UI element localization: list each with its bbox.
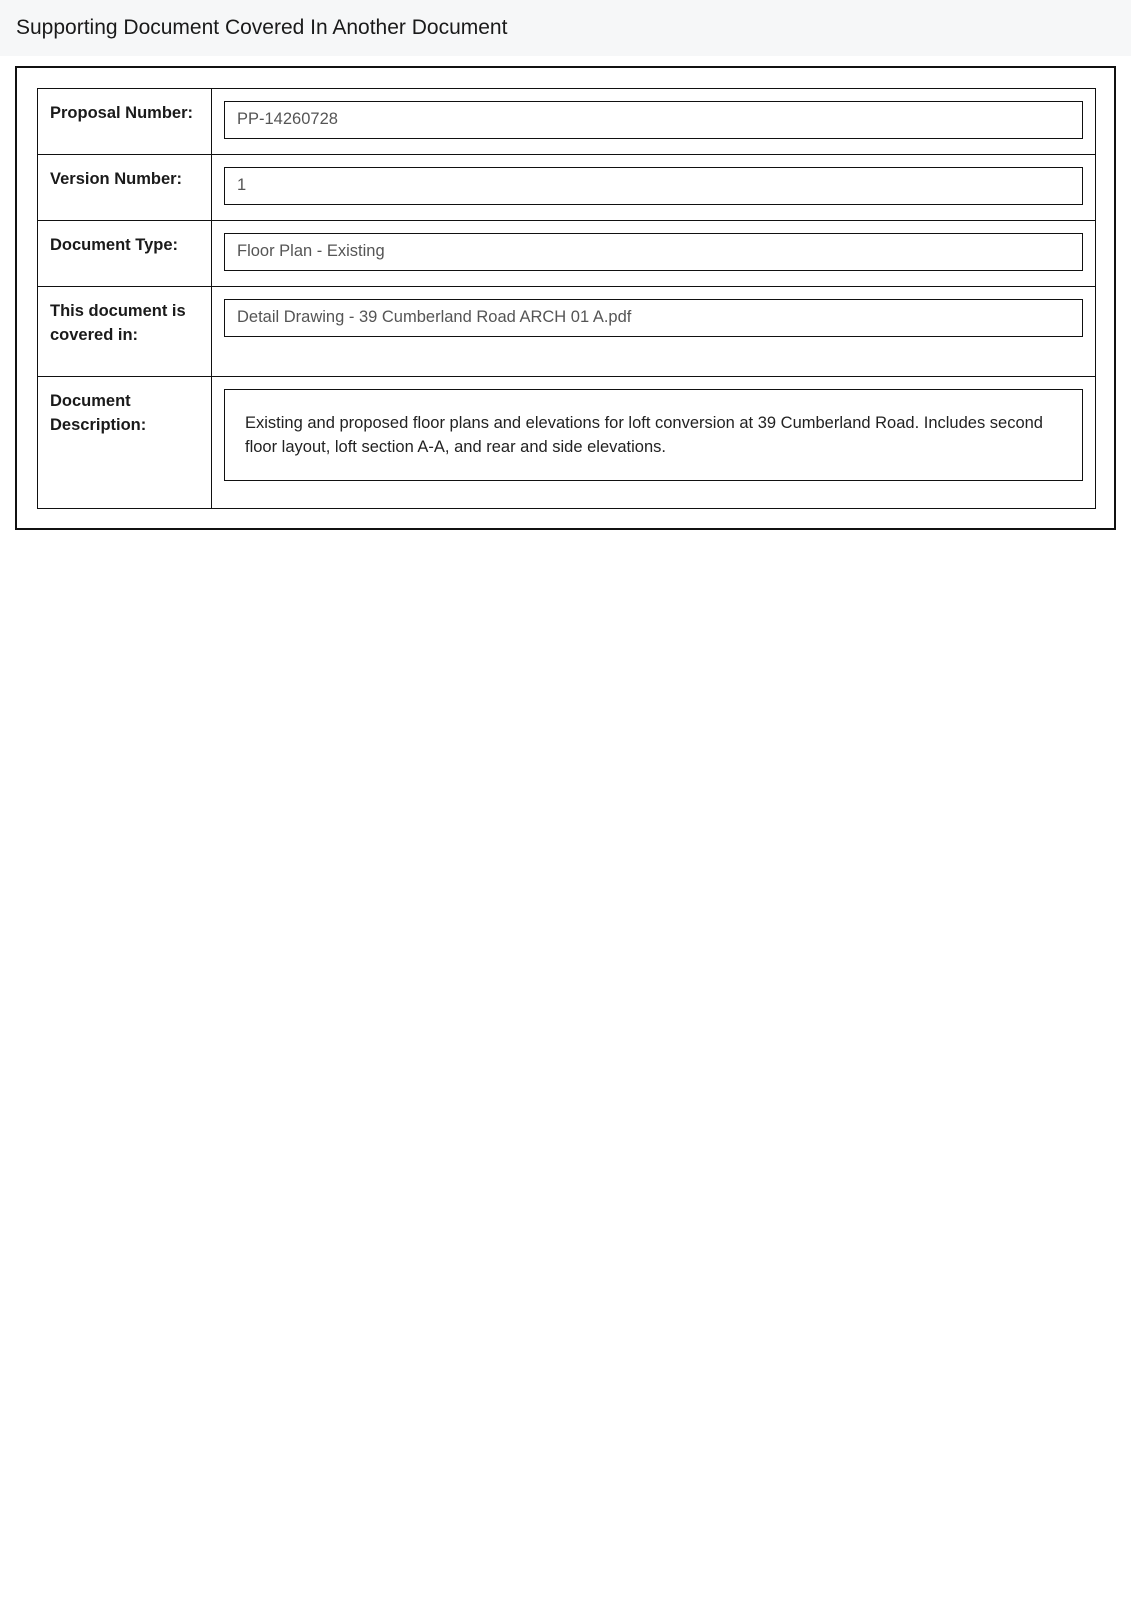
page-title: Supporting Document Covered In Another Document [16, 16, 508, 39]
document-type-field: Floor Plan - Existing [224, 233, 1083, 271]
table-row [38, 155, 1096, 221]
version-number-field: 1 [224, 167, 1083, 205]
version-number-cell [212, 155, 1096, 221]
description-cell [212, 377, 1096, 509]
covered-in-field: Detail Drawing - 39 Cumberland Road ARCH 01 A.pdf [224, 299, 1083, 337]
document-details-table [37, 88, 1096, 509]
proposal-number-label: Proposal Number: [38, 89, 212, 155]
covered-in-label: This document is covered in: [38, 287, 212, 377]
document-type-cell [212, 221, 1096, 287]
version-number-label: Version Number: [38, 155, 212, 221]
page-header [0, 0, 1131, 56]
table-row [38, 287, 1096, 377]
description-label: Document Description: [38, 377, 212, 509]
document-type-label: Document Type: [38, 221, 212, 287]
table-row [38, 221, 1096, 287]
covered-in-cell [212, 287, 1096, 377]
proposal-number-cell [212, 89, 1096, 155]
proposal-number-field: PP-14260728 [224, 101, 1083, 139]
description-field: Existing and proposed floor plans and elevations for loft conversion at 39 Cumberland Road. Includes second floor layout, loft section A-A, and rear and side elevations. [224, 389, 1083, 481]
table-row [38, 377, 1096, 509]
table-row [38, 89, 1096, 155]
document-details-panel [15, 66, 1116, 530]
